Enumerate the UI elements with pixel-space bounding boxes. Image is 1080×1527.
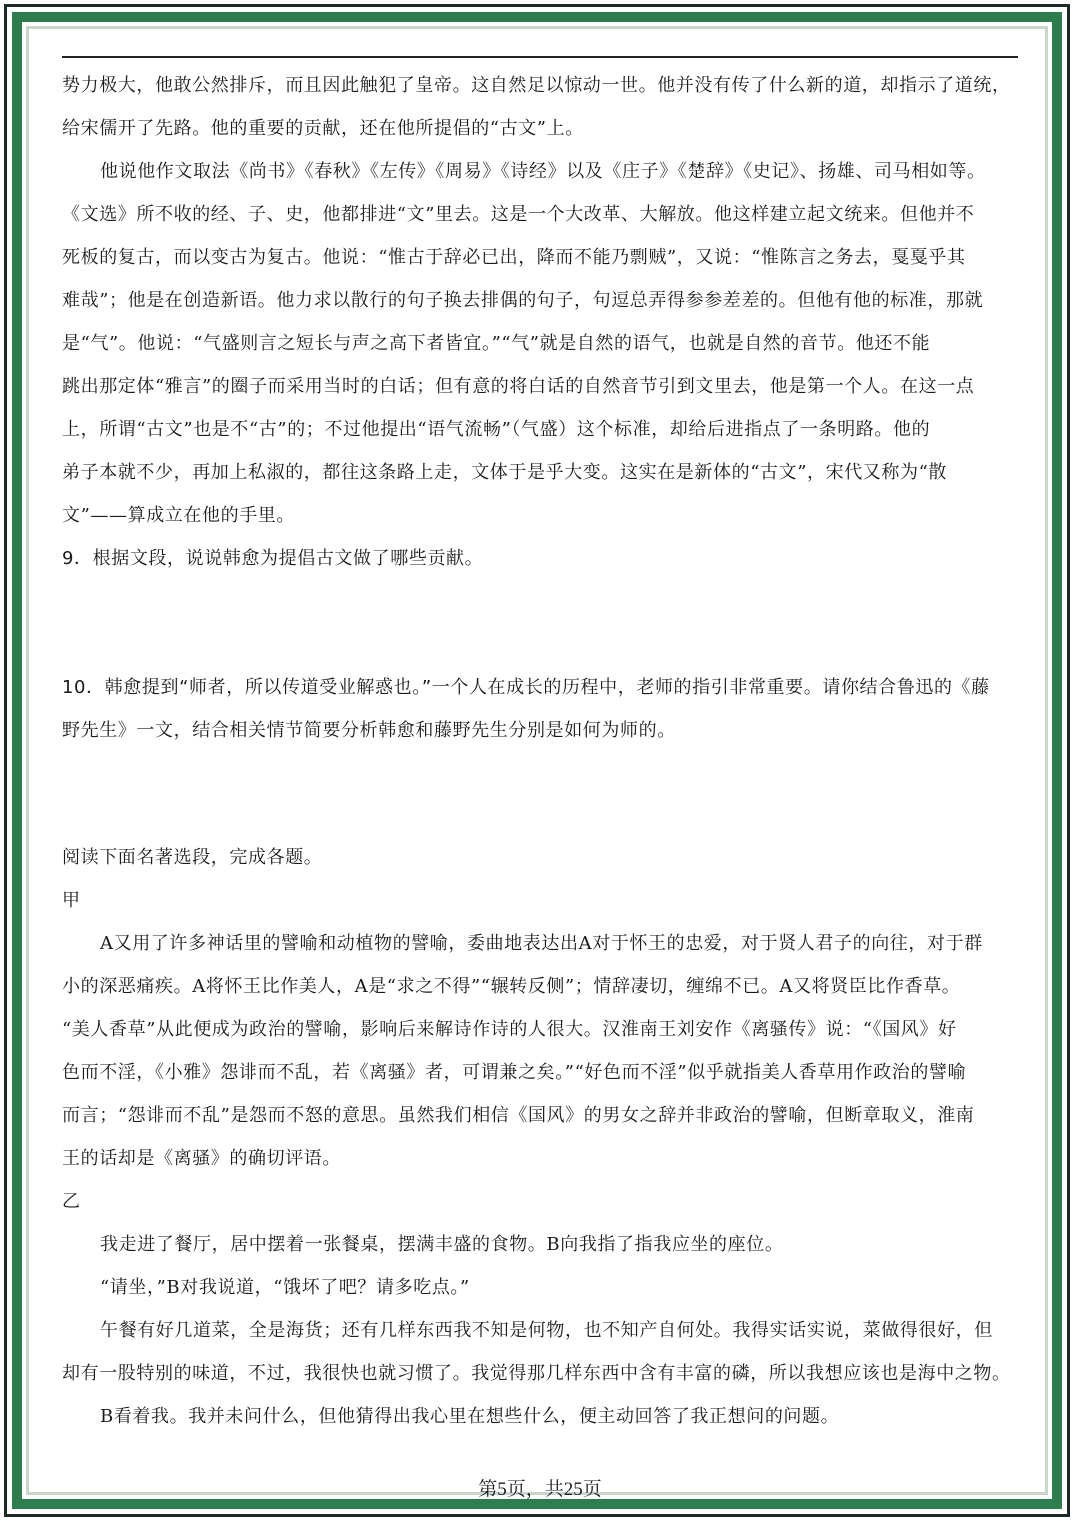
excerpt-label-yi: 乙: [62, 1191, 81, 1212]
passage-line: 文”——算成立在他的手里。: [62, 505, 296, 526]
passage-line: 是“气”。他说：“气盛则言之短长与声之高下者皆宜。”“气”就是自然的语气，也就是自然的音节。他还不能: [62, 333, 931, 354]
excerpt-jia-line: 色而不淫，《小雅》怨诽而不乱，若《离骚》者，可谓兼之矣。”“好色而不淫”似乎就指美人香草用作政治的譬喻: [62, 1062, 967, 1083]
reading-instruction: 阅读下面名著选段，完成各题。: [62, 847, 323, 868]
excerpt-yi-line: 却有一股特别的味道，不过，我很快也就习惯了。我觉得那几样东西中含有丰富的磷，所以我想应该也是海中之物。: [62, 1363, 1011, 1384]
passage-line: 死板的复古，而以变古为复古。他说：“惟古于辞必已出，降而不能乃剽贼”，又说：“惟陈言之务去，戛戛乎其: [62, 247, 966, 268]
excerpt-jia-line: 王的话却是《离骚》的确切评语。: [62, 1148, 341, 1169]
passage-line: 弟子本就不少，再加上私淑的，都往这条路上走，文体于是乎大变。这实在是新体的“古文”，宋代又称为“散: [62, 462, 948, 483]
passage-line: 《文选》所不收的经、子、史，他都排进“文”里去。这是一个大改革、大解放。他这样建立起文统来。但他并不: [62, 204, 975, 225]
passage-line: 势力极大，他敢公然排斥，而且因此触犯了皇帝。这自然足以惊动一世。他并没有传了什么新的道，却指示了道统，: [62, 75, 1011, 96]
excerpt-label-jia: 甲: [62, 890, 81, 911]
header-rule: [62, 56, 1018, 58]
answer-space-9: [62, 580, 1018, 666]
excerpt-yi-line: 我走进了餐厅，居中摆着一张餐桌，摆满丰盛的食物。B向我指了指我应坐的座位。: [100, 1234, 784, 1255]
question-10-line: 野先生》一文，结合相关情节简要分析韩愈和藤野先生分别是如何为师的。: [62, 720, 676, 741]
excerpt-yi-line: B看着我。我并未问什么，但他猜得出我心里在想些什么，便主动回答了我正想问的问题。: [100, 1406, 840, 1427]
excerpt-jia-line: A又用了许多神话里的譬喻和动植物的譬喻，委曲地表达出A对于怀王的忠爱，对于贤人君子的向往，对于群: [100, 933, 983, 954]
passage-line: 上，所谓“古文”也是不“古”的；不过他提出“语气流畅”（气盛）这个标准，却给后进指点了一条明路。他的: [62, 419, 931, 440]
excerpt-jia-line: “美人香草”从此便成为政治的譬喻，影响后来解诗作诗的人很大。汉淮南王刘安作《离骚传》说：“《国风》好: [62, 1019, 957, 1040]
excerpt-jia-line: 而言；“怨诽而不乱”是怨而不怒的意思。虽然我们相信《国风》的男女之辞并非政治的譬喻，但断章取义，淮南: [62, 1105, 975, 1126]
page-number: 第5页，共25页: [478, 1479, 602, 1500]
question-10-line: 10．韩愈提到“师者，所以传道受业解惑也。”一个人在成长的历程中，老师的指引非常重要。请你结合鲁迅的《藤: [62, 677, 990, 698]
page-content: [62, 64, 1018, 1438]
excerpt-yi-line: “请坐，”B对我说道，“饿坏了吧？请多吃点。”: [100, 1277, 470, 1298]
passage-line: 他说他作文取法《尚书》《春秋》《左传》《周易》《诗经》以及《庄子》《楚辞》《史记》、扬雄、司马相如等。: [100, 161, 986, 182]
excerpt-yi-line: 午餐有好几道菜，全是海货；还有几样东西我不知是何物，也不知产自何处。我得实话实说，菜做得很好，但: [100, 1320, 993, 1341]
passage-line: 给宋儒开了先路。他的重要的贡献，还在他所提倡的“古文”上。: [62, 118, 584, 139]
answer-space-10: [62, 752, 1018, 836]
excerpt-jia-line: 小的深恶痛疾。A将怀王比作美人，A是“求之不得”“辗转反侧”；情辞凄切，缠绵不已。A又将贤臣比作香草。: [62, 976, 961, 997]
passage-line: 跳出那定体“雅言”的圈子而采用当时的白话；但有意的将白话的自然音节引到文里去，他是第一个人。在这一点: [62, 376, 975, 397]
question-9: 9．根据文段，说说韩愈为提倡古文做了哪些贡献。: [62, 548, 484, 569]
passage-line: 难哉”；他是在创造新语。他力求以散行的句子换去排偶的句子，句逗总弄得参参差差的。但他有他的标准，那就: [62, 290, 984, 311]
